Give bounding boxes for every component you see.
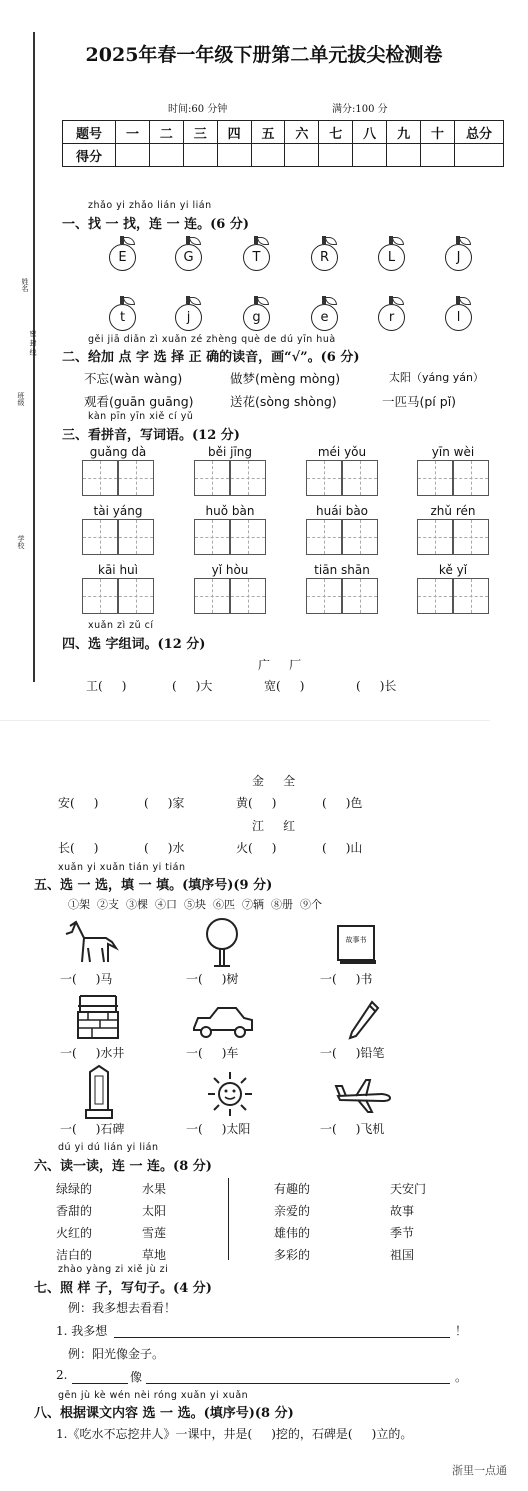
apple-icon[interactable]: R [309, 236, 339, 274]
class-label: 班级 [17, 392, 25, 406]
s2-item[interactable]: 一匹马(pí pǐ) [382, 394, 457, 409]
score-cell[interactable] [353, 144, 387, 167]
stele-icon [84, 1062, 114, 1120]
s7-q1-answer-line[interactable] [114, 1323, 450, 1338]
s3-pinyin-label: zhǔ rén [430, 504, 476, 518]
score-cell[interactable] [455, 144, 504, 167]
s3-pinyin-label: huái bào [315, 504, 369, 518]
s6-word[interactable]: 季节 [390, 1226, 415, 1240]
s3-pinyin-label: tài yáng [93, 504, 143, 518]
s5-pinyin: xuǎn yi xuǎn tián yi tián [58, 862, 186, 873]
apple-icon[interactable]: g [241, 296, 271, 334]
writing-box[interactable] [306, 460, 342, 496]
score-row-label: 得分 [63, 144, 116, 167]
writing-box[interactable] [342, 578, 378, 614]
writing-box[interactable] [82, 460, 118, 496]
score-header-cell: 二 [149, 121, 183, 144]
s6-word[interactable]: 雄伟的 [274, 1226, 311, 1240]
writing-box[interactable] [342, 519, 378, 555]
s7-example-2: 例：阳光像金子。 [68, 1347, 165, 1361]
score-cell[interactable] [217, 144, 251, 167]
s6-word[interactable]: 草地 [142, 1248, 167, 1262]
s5-blank[interactable]: 一( )石碑 [60, 1122, 125, 1136]
s6-word[interactable]: 香甜的 [56, 1204, 93, 1218]
s8-question-1[interactable]: 1.《吃水不忘挖井人》一课中，井是( )挖的，石碑是( )立的。 [56, 1427, 413, 1441]
s4-blank[interactable]: ( )色 [322, 796, 363, 810]
s3-pinyin-label: yǐ hòu [211, 563, 249, 577]
page-title: 2025年春一年级下册第二单元拔尖检测卷 [85, 44, 443, 66]
airplane-icon [334, 1076, 394, 1116]
s2-pinyin: gěi jiā diǎn zì xuǎn zé zhèng què de dú yīn huà [88, 334, 336, 345]
s6-col4 [390, 1178, 426, 1266]
s7-example-1: 例：我多想去看看！ [68, 1301, 177, 1315]
s5-blank[interactable]: 一( )树 [186, 972, 239, 986]
writing-box[interactable] [453, 578, 489, 614]
s2-heading: 二、给加 点 字 选 择 正 确的读音，画“√”。(6 分) [62, 350, 360, 365]
writing-box[interactable] [230, 460, 266, 496]
s6-divider [228, 1178, 229, 1260]
score-header-cell: 题号 [63, 121, 116, 144]
s6-word[interactable]: 水果 [142, 1182, 167, 1196]
footer-watermark: 浙里一点通 [452, 1464, 507, 1477]
s6-pinyin: dú yi dú lián yi lián [58, 1142, 159, 1153]
score-header-cell: 四 [217, 121, 251, 144]
writing-box[interactable] [306, 519, 342, 555]
s6-col2 [142, 1178, 166, 1266]
apple-icon[interactable]: t [107, 296, 137, 334]
apple-icon[interactable]: l [443, 296, 473, 334]
s7-q2-mid: 像 [130, 1370, 143, 1384]
s5-blank[interactable]: 一( )水井 [60, 1046, 125, 1060]
score-row [63, 144, 504, 167]
s8-pinyin: gēn jù kè wén nèi róng xuǎn yi xuǎn [58, 1390, 249, 1401]
s5-blank[interactable]: 一( )马 [60, 972, 113, 986]
score-header-cell: 六 [285, 121, 319, 144]
book-cover-text: 故事书 [345, 936, 367, 944]
score-header-cell: 七 [319, 121, 353, 144]
binding-line [33, 32, 35, 682]
s4-blank[interactable]: ( )山 [322, 841, 363, 855]
apple-icon[interactable]: L [376, 236, 406, 274]
score-header-cell: 十 [421, 121, 455, 144]
s4-blank[interactable]: 黄( ) [236, 796, 277, 810]
s6-word[interactable]: 雪莲 [142, 1226, 167, 1240]
writing-box[interactable] [453, 519, 489, 555]
s7-q1-end: ！ [455, 1324, 468, 1338]
s7-q1-label: 1. 我多想 [56, 1324, 108, 1338]
score-header-cell: 五 [251, 121, 285, 144]
s3-pinyin-label: yīn wèi [431, 445, 475, 459]
writing-box[interactable] [118, 519, 154, 555]
score-header-cell: 三 [183, 121, 217, 144]
apple-icon[interactable]: T [241, 236, 271, 274]
s6-word[interactable]: 太阳 [142, 1204, 167, 1218]
s3-pinyin-label: běi jīng [207, 445, 253, 459]
s3-pinyin-label: kāi huì [98, 563, 138, 577]
s2-item[interactable]: 做梦(mèng mòng) [230, 371, 341, 386]
score-cell[interactable] [183, 144, 217, 167]
apple-icon[interactable]: r [376, 296, 406, 334]
s2-item[interactable]: 不忘(wàn wàng) [84, 371, 183, 386]
s4-blank[interactable]: 火( ) [236, 841, 277, 855]
pencil-icon [346, 998, 382, 1042]
s5-blank[interactable]: 一( )飞机 [320, 1122, 385, 1136]
car-icon [190, 1004, 256, 1040]
s4-char-pair: 广 厂 [258, 658, 302, 672]
s1-pinyin: zhǎo yi zhǎo lián yi lián [88, 200, 212, 211]
s4-char-pair: 金 全 [252, 774, 296, 788]
s6-col1 [56, 1178, 92, 1266]
school-label: 学校 [17, 535, 25, 549]
full-score: 满分:100 分 [332, 104, 388, 115]
score-header-cell: 一 [116, 121, 150, 144]
writing-box[interactable] [194, 460, 230, 496]
s6-word[interactable]: 天安门 [390, 1182, 427, 1196]
score-header-cell: 总分 [455, 121, 504, 144]
s2-item[interactable]: 送花(sòng shòng) [230, 394, 337, 409]
score-header-cell: 九 [387, 121, 421, 144]
score-cell[interactable] [116, 144, 150, 167]
s7-q2-label: 2. [56, 1368, 68, 1382]
s3-pinyin-label: huǒ bàn [205, 504, 255, 518]
s4-blank[interactable]: 长( ) [58, 841, 99, 855]
s7-q2-answer-line[interactable] [146, 1369, 450, 1384]
writing-box[interactable] [118, 460, 154, 496]
score-cell[interactable] [319, 144, 353, 167]
s6-word[interactable]: 洁白的 [56, 1248, 93, 1262]
apple-icon[interactable]: e [309, 296, 339, 334]
s4-blank[interactable]: 宽( ) [264, 679, 305, 693]
writing-box[interactable] [453, 460, 489, 496]
apple-icon[interactable]: j [173, 296, 203, 334]
writing-box[interactable] [82, 578, 118, 614]
s6-word[interactable]: 祖国 [390, 1248, 415, 1262]
s5-blank[interactable]: 一( )太阳 [186, 1122, 251, 1136]
s6-word[interactable]: 亲爱的 [274, 1204, 311, 1218]
score-cell[interactable] [387, 144, 421, 167]
s4-blank[interactable]: 安( ) [58, 796, 99, 810]
writing-box[interactable] [82, 519, 118, 555]
s6-word[interactable]: 故事 [390, 1204, 415, 1218]
writing-box[interactable] [118, 578, 154, 614]
s3-pinyin-label: kě yǐ [438, 563, 468, 577]
s7-q2-end: 。 [455, 1370, 468, 1384]
score-header-cell: 八 [353, 121, 387, 144]
s4-blank[interactable]: 工( ) [86, 679, 127, 693]
s4-blank[interactable]: ( )大 [172, 679, 213, 693]
s4-pinyin: xuǎn zì zǔ cí [88, 620, 154, 631]
s8-heading: 八、根据课文内容 选 一 选。(填序号)(8 分) [34, 1406, 294, 1421]
tree-icon [200, 916, 244, 968]
writing-box[interactable] [230, 578, 266, 614]
score-cell[interactable] [149, 144, 183, 167]
seal-label: 密 封 线 [29, 330, 37, 356]
apple-icon[interactable]: G [173, 236, 203, 274]
book-icon [334, 922, 380, 968]
s2-item[interactable]: 观看(guān guāng) [84, 394, 194, 409]
score-table [62, 120, 504, 167]
s7-heading: 七、照 样 子，写句子。(4 分) [34, 1281, 212, 1296]
score-cell[interactable] [421, 144, 455, 167]
s6-col3 [274, 1178, 310, 1266]
name-label: 姓名 [21, 278, 29, 292]
writing-box[interactable] [194, 578, 230, 614]
score-cell[interactable] [251, 144, 285, 167]
horse-icon [62, 918, 120, 966]
s6-word[interactable]: 多彩的 [274, 1248, 311, 1262]
s1-heading: 一、找 一 找，连 一 连。(6 分) [62, 217, 249, 232]
s3-pinyin-label: guǎng dà [89, 445, 147, 459]
writing-box[interactable] [194, 519, 230, 555]
time-limit: 时间:60 分钟 [168, 104, 228, 115]
writing-box[interactable] [417, 519, 453, 555]
s4-blank[interactable]: ( )家 [144, 796, 185, 810]
s3-pinyin-label: tiān shān [314, 563, 370, 577]
s5-heading: 五、选 一 选，填 一 填。(填序号)(9 分) [34, 878, 273, 893]
writing-box[interactable] [230, 519, 266, 555]
s4-blank[interactable]: ( )长 [356, 679, 397, 693]
s5-blank[interactable]: 一( )书 [320, 972, 373, 986]
score-cell[interactable] [285, 144, 319, 167]
s7-pinyin: zhào yàng zi xiě jù zi [58, 1264, 169, 1275]
s4-char-pair: 江 红 [252, 819, 296, 833]
s7-q2-subject-line[interactable] [72, 1369, 128, 1384]
apple-icon[interactable]: J [443, 236, 473, 274]
s5-blank[interactable]: 一( )铅笔 [320, 1046, 385, 1060]
well-icon [70, 992, 126, 1042]
s6-heading: 六、读一读，连 一 连。(8 分) [34, 1159, 212, 1174]
s3-pinyin: kàn pīn yīn xiě cí yǔ [88, 411, 194, 422]
writing-box[interactable] [417, 460, 453, 496]
apple-icon[interactable]: E [107, 236, 137, 274]
s4-heading: 四、选 字组词。(12 分) [62, 637, 206, 652]
s2-item[interactable]: 太阳（yáng yán） [389, 371, 484, 384]
s6-word[interactable]: 有趣的 [274, 1182, 311, 1196]
writing-box[interactable] [342, 460, 378, 496]
s3-pinyin-label: méi yǒu [317, 445, 367, 459]
s3-heading: 三、看拼音，写词语。(12 分) [62, 428, 240, 443]
score-header-row [63, 121, 504, 144]
s4-blank[interactable]: ( )水 [144, 841, 185, 855]
s5-options: ①架 ②支 ③棵 ④口 ⑤块 ⑥匹 ⑦辆 ⑧册 ⑨个 [68, 898, 322, 911]
s6-word[interactable]: 绿绿的 [56, 1182, 93, 1196]
s6-word[interactable]: 火红的 [56, 1226, 93, 1240]
sun-icon [206, 1070, 254, 1118]
page-divider [0, 720, 490, 721]
s5-blank[interactable]: 一( )车 [186, 1046, 239, 1060]
writing-box[interactable] [306, 578, 342, 614]
writing-box[interactable] [417, 578, 453, 614]
